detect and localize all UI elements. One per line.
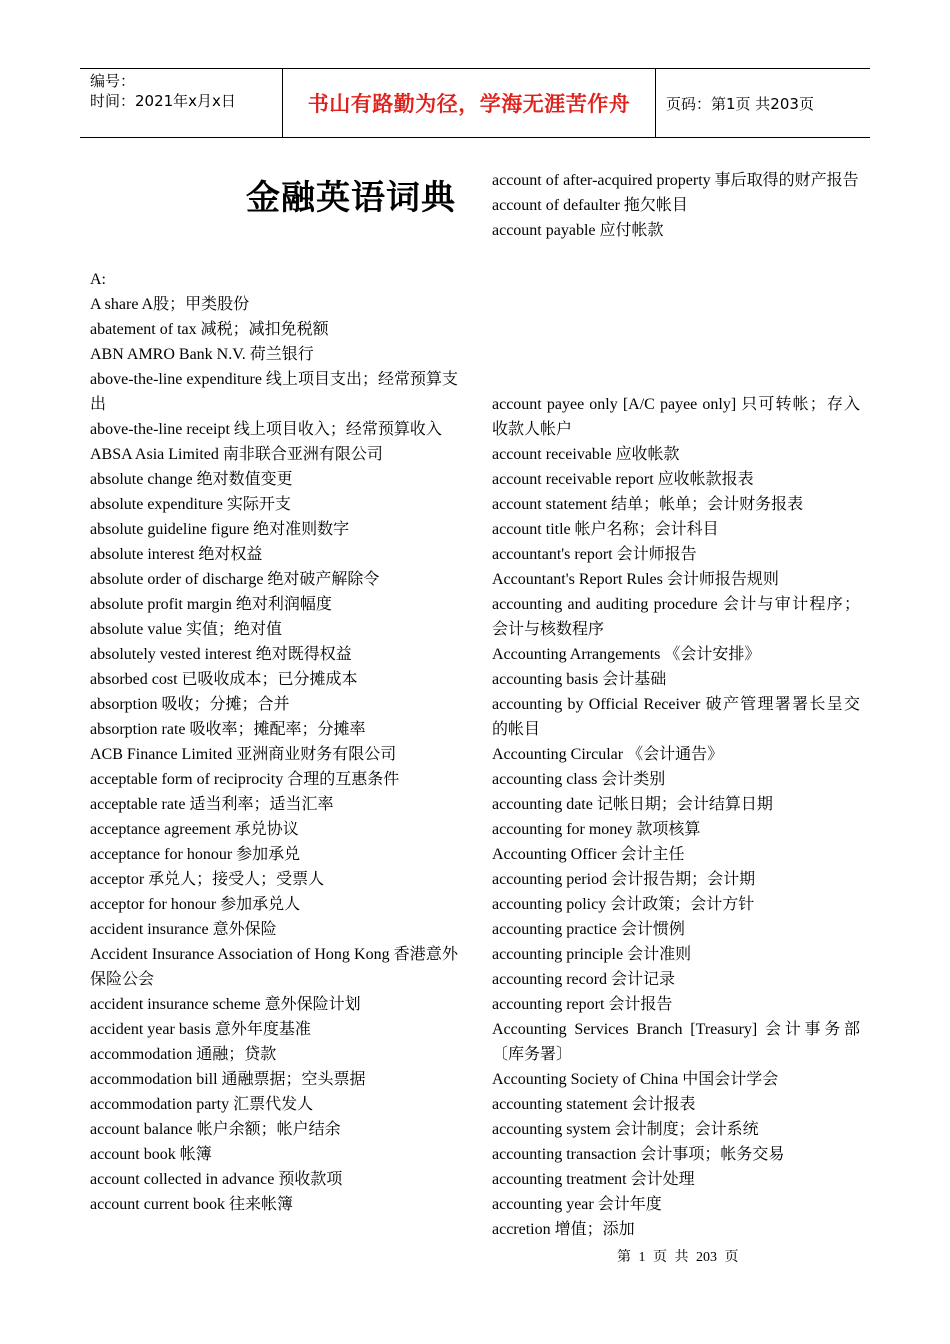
dictionary-entry: accommodation 通融；贷款 [90, 1046, 277, 1063]
dictionary-entry: account payee only [A/C payee only] 只可转帐；存入收款人帐户 [492, 396, 860, 438]
dictionary-entry: accident insurance 意外保险 [90, 921, 277, 938]
dictionary-entry: above-the-line receipt 线上项目收入；经常预算收入 [90, 421, 442, 438]
dictionary-entry: accounting basis 会计基础 [492, 671, 667, 688]
dictionary-entry: absorbed cost 已吸收成本；已分摊成本 [90, 671, 358, 688]
dictionary-entry: accounting practice 会计惯例 [492, 921, 685, 938]
dictionary-entry: account book 帐簿 [90, 1146, 212, 1163]
dictionary-entry: accounting and auditing procedure 会计与审计程序；会计与核数程序 [492, 596, 860, 638]
document-header [80, 68, 870, 138]
dictionary-entry: account title 帐户名称；会计科目 [492, 521, 719, 538]
dictionary-entry: Accounting Circular 《会计通告》 [492, 746, 724, 763]
dictionary-entry: Accounting Arrangements 《会计安排》 [492, 646, 761, 663]
dictionary-entry: ABN AMRO Bank N.V. 荷兰银行 [90, 346, 314, 363]
header-slogan: 书山有路勤为径，学海无涯苦作舟 [282, 69, 656, 137]
dictionary-entry: accounting system 会计制度；会计系统 [492, 1121, 759, 1138]
dictionary-entry: A share A股；甲类股份 [90, 296, 250, 313]
dictionary-entry: account collected in advance 预收款项 [90, 1171, 343, 1188]
dictionary-entry: account of defaulter 拖欠帐目 [492, 197, 688, 214]
dictionary-entry: acceptor 承兑人；接受人；受票人 [90, 871, 325, 888]
dictionary-entry: accounting date 记帐日期；会计结算日期 [492, 796, 773, 813]
dictionary-entry: acceptance agreement 承兑协议 [90, 821, 299, 838]
dictionary-entry: ABSA Asia Limited 南非联合亚洲有限公司 [90, 446, 383, 463]
dictionary-entry: A: [90, 271, 106, 288]
dictionary-entry: account payable 应付帐款 [492, 222, 664, 239]
dictionary-entry: Accident Insurance Association of Hong Kong 香港意外保险公会 [90, 946, 458, 988]
dictionary-entry: acceptance for honour 参加承兑 [90, 846, 301, 863]
header-meta [80, 69, 282, 137]
dictionary-entry: accounting treatment 会计处理 [492, 1171, 695, 1188]
document-time-label: 时间：2021年x月x日 [90, 92, 236, 110]
dictionary-entry: absolute profit margin 绝对利润幅度 [90, 596, 332, 613]
dictionary-entry: absorption rate 吸收率；摊配率；分摊率 [90, 721, 366, 738]
right-column-top [492, 168, 860, 243]
left-column [90, 267, 458, 1217]
dictionary-entry: above-the-line expenditure 线上项目支出；经常预算支出 [90, 371, 458, 413]
dictionary-entry: account receivable 应收帐款 [492, 446, 680, 463]
document-number-label: 编号： [90, 72, 136, 90]
dictionary-entry: accretion 增值；添加 [492, 1221, 635, 1238]
dictionary-entry: accounting class 会计类别 [492, 771, 666, 788]
dictionary-entry: accounting principle 会计准则 [492, 946, 692, 963]
dictionary-entry: account balance 帐户余额；帐户结余 [90, 1121, 341, 1138]
dictionary-entry: absolutely vested interest 绝对既得权益 [90, 646, 352, 663]
dictionary-entry: absolute value 实值；绝对值 [90, 621, 282, 638]
dictionary-entry: accident insurance scheme 意外保险计划 [90, 996, 361, 1013]
dictionary-entry: account statement 结单；帐单；会计财务报表 [492, 496, 804, 513]
dictionary-entry: Accountant's Report Rules 会计师报告规则 [492, 571, 779, 588]
dictionary-entry: acceptor for honour 参加承兑人 [90, 896, 301, 913]
dictionary-entry: accident year basis 意外年度基准 [90, 1021, 311, 1038]
dictionary-entry: acceptable rate 适当利率；适当汇率 [90, 796, 334, 813]
dictionary-entry: accountant's report 会计师报告 [492, 546, 697, 563]
dictionary-entry: accounting period 会计报告期；会计期 [492, 871, 756, 888]
dictionary-entry: account of after-acquired property 事后取得的财产报告 [492, 172, 859, 189]
dictionary-entry: accommodation party 汇票代发人 [90, 1096, 314, 1113]
dictionary-entry: accounting by Official Receiver 破产管理署署长呈交的帐目 [492, 696, 860, 738]
dictionary-entry: accounting statement 会计报表 [492, 1096, 696, 1113]
dictionary-entry: absolute order of discharge 绝对破产解除令 [90, 571, 380, 588]
dictionary-entry: abatement of tax 减税；减扣免税额 [90, 321, 329, 338]
dictionary-entry: absorption 吸收；分摊；合并 [90, 696, 290, 713]
dictionary-entry: acceptable form of reciprocity 合理的互惠条件 [90, 771, 400, 788]
dictionary-entry: account receivable report 应收帐款报表 [492, 471, 754, 488]
dictionary-entry: Accounting Services Branch [Treasury] 会计事务部〔库务署〕 [492, 1021, 860, 1063]
dictionary-entry: absolute expenditure 实际开支 [90, 496, 291, 513]
dictionary-entry: accounting transaction 会计事项；帐务交易 [492, 1146, 785, 1163]
dictionary-entry: accounting report 会计报告 [492, 996, 673, 1013]
dictionary-entry: accounting for money 款项核算 [492, 821, 701, 838]
header-page-label: 页码：第1页 共203页 [666, 94, 814, 113]
dictionary-entry: absolute guideline figure 绝对准则数字 [90, 521, 350, 538]
dictionary-entry: accounting year 会计年度 [492, 1196, 662, 1213]
dictionary-entry: accounting policy 会计政策；会计方针 [492, 896, 755, 913]
dictionary-entry: accounting record 会计记录 [492, 971, 676, 988]
dictionary-entry: account current book 往来帐簿 [90, 1196, 294, 1213]
right-column [492, 392, 860, 1242]
dictionary-entry: absolute change 绝对数值变更 [90, 471, 293, 488]
dictionary-entry: accommodation bill 通融票据；空头票据 [90, 1071, 366, 1088]
page-footer: 第 1 页 共 203 页 [617, 1250, 739, 1265]
dictionary-entry: Accounting Officer 会计主任 [492, 846, 685, 863]
dictionary-entry: ACB Finance Limited 亚洲商业财务有限公司 [90, 746, 397, 763]
dictionary-entry: absolute interest 绝对权益 [90, 546, 263, 563]
page-title: 金融英语词典 [246, 178, 456, 218]
dictionary-entry: Accounting Society of China 中国会计学会 [492, 1071, 779, 1088]
